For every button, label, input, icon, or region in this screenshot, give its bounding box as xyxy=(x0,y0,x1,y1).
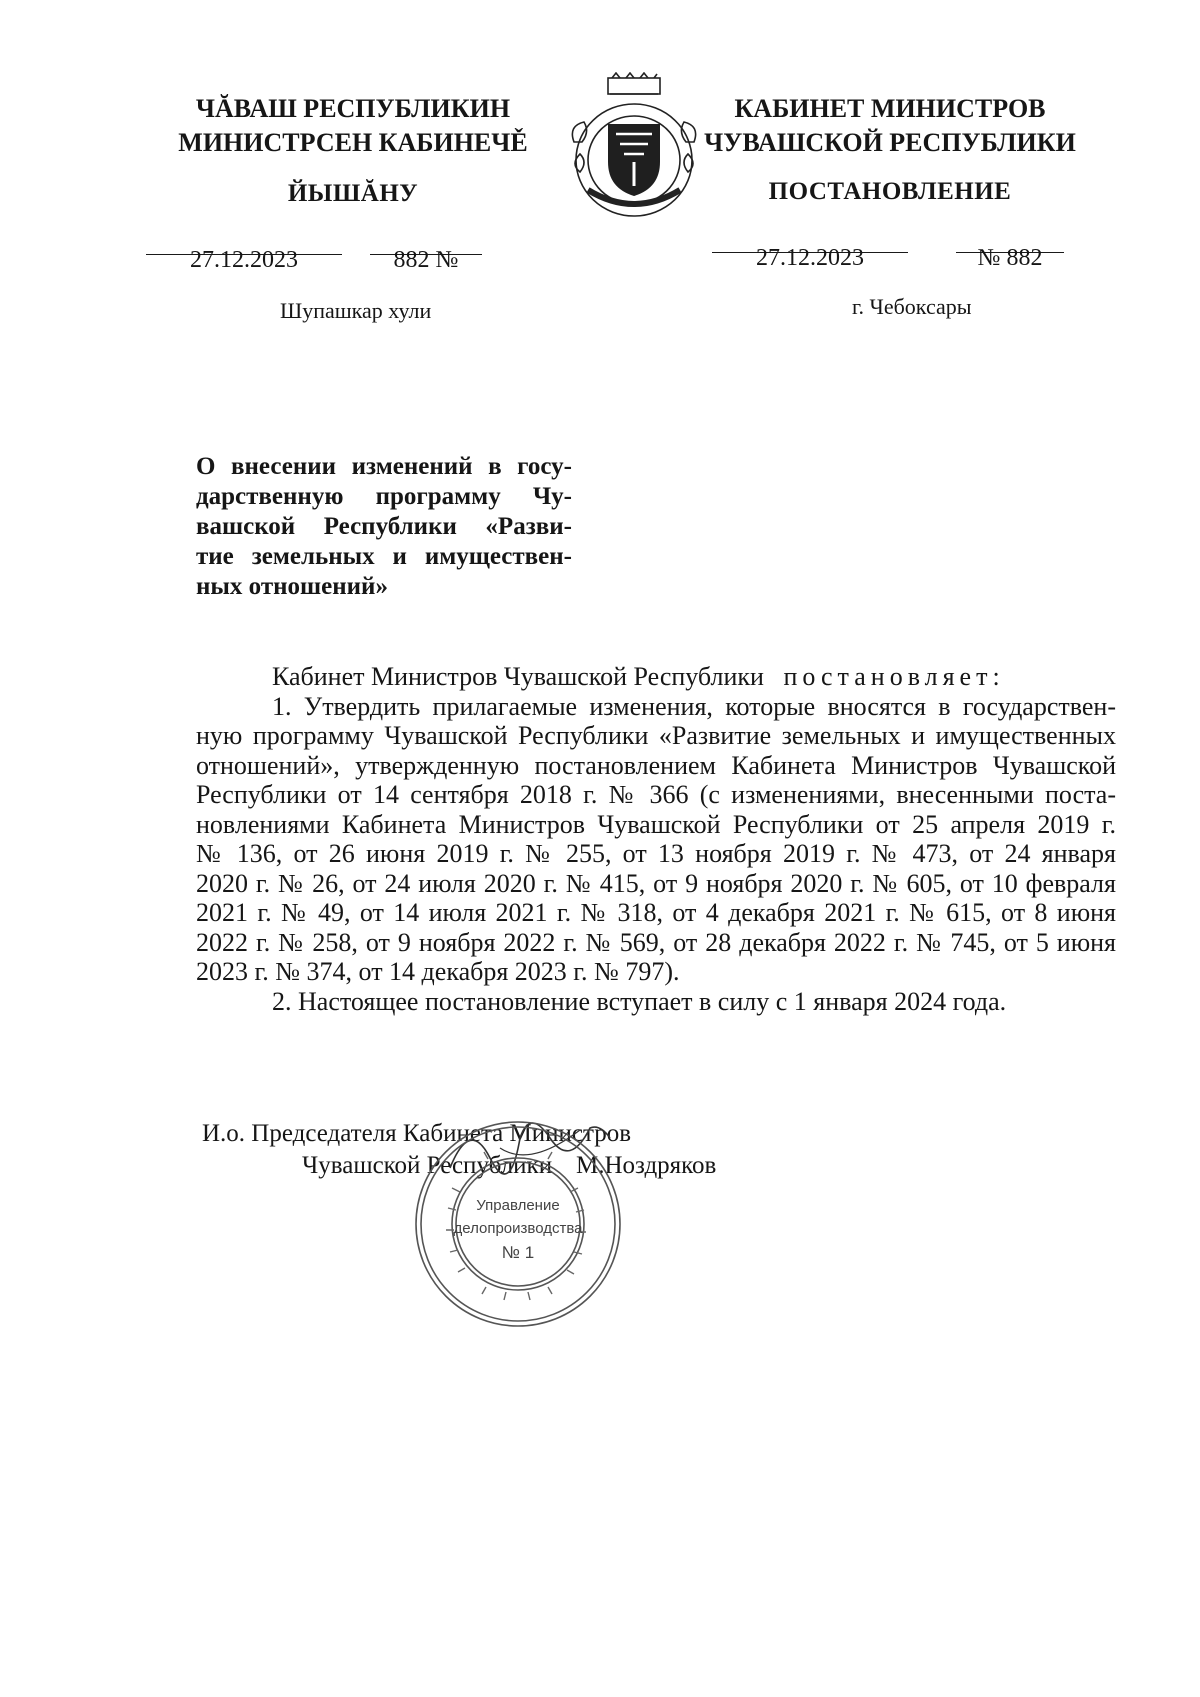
signature-title-line2: Чувашской Республики xyxy=(302,1152,553,1179)
preamble-verb: постановляет: xyxy=(783,662,1005,691)
body-item-2: 2. Настоящее постановление вступает в силу с 1 января 2024 года. xyxy=(272,986,1007,1016)
preamble-text: Кабинет Министров Чувашской Республики xyxy=(272,662,764,691)
body-line: 2022 г. № 258, от 9 ноября 2022 г. № 569, от 28 декабря 2022 г. № 745, от 5 июня xyxy=(196,927,1116,957)
body-line: 1. Утвердить прилагаемые изменения, которые вносятся в государствен- xyxy=(272,691,1116,721)
official-seal-icon xyxy=(412,1118,624,1330)
header-left-org xyxy=(168,92,538,160)
subject-line: ных отношений» xyxy=(196,573,388,600)
header-right-date: 27.12.2023 xyxy=(756,245,864,271)
header-right-line1: КАБИНЕТ МИНИСТРОВ xyxy=(734,94,1046,123)
header-right-place: г. Чебоксары xyxy=(852,294,972,319)
header-right-line2: ЧУВАШСКОЙ РЕСПУБЛИКИ xyxy=(704,128,1076,157)
signature-name: М.Ноздряков xyxy=(576,1152,717,1179)
header-left-date: 27.12.2023 xyxy=(190,247,298,273)
body-line: № 136, от 26 июня 2019 г. № 255, от 13 ноября 2019 г. № 473, от 24 января xyxy=(196,839,1116,868)
stamp-line1: Управление xyxy=(476,1197,560,1214)
body-line: 2023 г. № 374, от 14 декабря 2023 г. № 797). xyxy=(196,957,680,986)
header-right-org xyxy=(690,92,1090,160)
subject-line: О внесении изменений в госу- xyxy=(196,453,572,480)
body-line: 2021 г. № 49, от 14 июля 2021 г. № 318, от 4 декабря 2021 г. № 615, от 8 июня xyxy=(196,898,1116,927)
stamp-line2: делопроизводства xyxy=(453,1220,583,1237)
header-left-line2: МИНИСТРСЕН КАБИНЕЧĚ xyxy=(178,128,528,157)
body-line: ную программу Чувашской Республики «Развитие земельных и имущественных xyxy=(196,721,1116,750)
subject-line: тие земельных и имуществен- xyxy=(196,543,572,570)
document-subject xyxy=(196,452,572,602)
header-left-line1: ЧĂВАШ РЕСПУБЛИКИН xyxy=(195,94,511,123)
header-left-number: 882 № xyxy=(393,247,459,273)
signature-title-line1: И.о. Председателя Кабинета Министров xyxy=(202,1120,632,1147)
header-left-doc-type: ЙЫШĂНУ xyxy=(287,180,419,207)
document-body xyxy=(196,662,1116,1016)
header-right-number: № 882 xyxy=(977,245,1043,271)
body-line: Республики от 14 сентября 2018 г. № 366 (с изменениями, внесенными поста- xyxy=(196,780,1116,809)
body-line: отношений», утвержденную постановлением Кабинета Министров Чувашской xyxy=(196,750,1116,780)
subject-line: дарственную программу Чу- xyxy=(196,483,572,510)
coat-of-arms-icon xyxy=(566,72,702,220)
header-left-place: Шупашкар хули xyxy=(280,298,432,323)
body-line: новлениями Кабинета Министров Чувашской Республики от 25 апреля 2019 г. xyxy=(196,809,1116,839)
body-preamble xyxy=(196,662,1116,692)
body-line: 2020 г. № 26, от 24 июля 2020 г. № 415, от 9 ноября 2020 г. № 605, от 10 февраля xyxy=(196,868,1116,898)
header-right-doc-type: ПОСТАНОВЛЕНИЕ xyxy=(768,178,1012,205)
subject-line: вашской Республики «Разви- xyxy=(196,513,572,540)
stamp-line3: № 1 xyxy=(501,1243,535,1262)
